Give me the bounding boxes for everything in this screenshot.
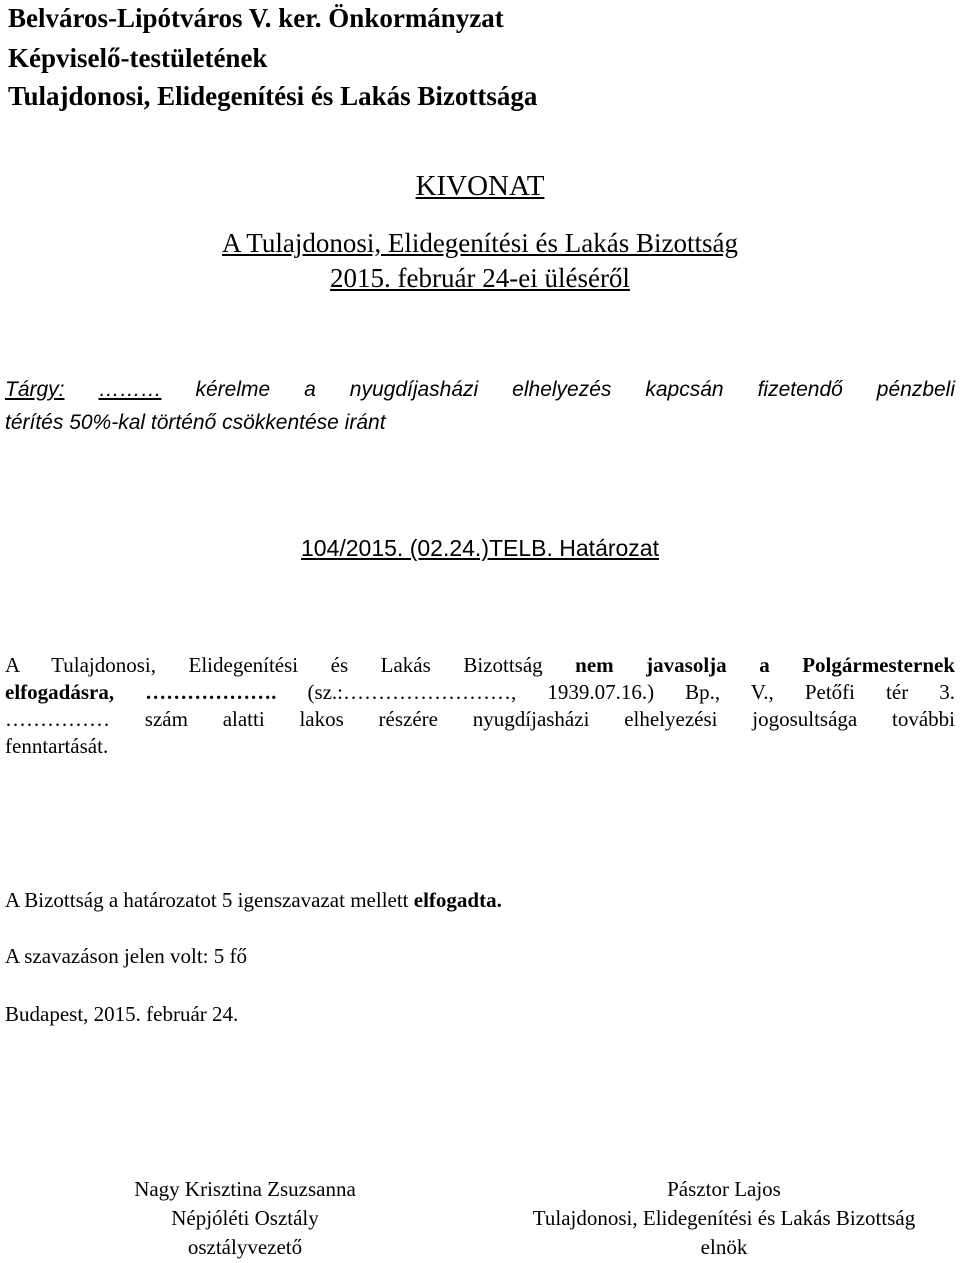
signature-left (90, 1175, 400, 1262)
committee-name: Tulajdonosi, Elidegenítési és Lakás Bizottsága (8, 81, 538, 111)
extract-title: KIVONAT (415, 170, 545, 202)
resolution-number: 104/2015. (02.24.)TELB. Határozat (301, 535, 659, 561)
vote-result-bold: elfogadta. (413, 888, 502, 912)
resolution-line-2-normal: (sz.:……………………, 1939.07.16.) Bp., V., Petőfi tér 3. (276, 680, 955, 704)
subject-line-1 (5, 373, 955, 406)
resolution-line-1 (5, 652, 955, 679)
vote-result-normal: A Bizottság a határozatot 5 igenszavazat mellett (5, 888, 414, 912)
signature-right-role: elnök (700, 1235, 748, 1259)
resolution-body (5, 652, 955, 760)
vote-result (5, 887, 502, 914)
extract-subtitle-committee: A Tulajdonosi, Elidegenítési és Lakás Bizottság (222, 228, 738, 258)
signature-left-name: Nagy Krisztina Zsuzsanna (134, 1177, 356, 1201)
resolution-line-2-bold: elfogadásra, ………………. (5, 680, 277, 704)
resolution-line-4: fenntartását. (5, 734, 109, 758)
resolution-line-1-bold: nem javasolja a Polgármesternek (575, 653, 955, 677)
resolution-line-1-normal: A Tulajdonosi, Elidegenítési és Lakás Bizottság (5, 653, 576, 677)
resolution-line-3: …………… szám alatti lakos részére nyugdíjasházi elhelyezési jogosultsága további (5, 707, 955, 731)
place-date: Budapest, 2015. február 24. (5, 1002, 239, 1026)
signature-left-department: Népjóléti Osztály (171, 1206, 319, 1230)
municipality-name: Belváros-Lipótváros V. ker. Önkormányzat (8, 3, 504, 33)
signature-right (484, 1175, 960, 1262)
vote-present: A szavazáson jelen volt: 5 fő (5, 944, 248, 968)
subject-placeholder-dots: ……… (98, 378, 162, 401)
subject-block (5, 373, 955, 439)
signature-left-role: osztályvezető (187, 1235, 303, 1259)
subject-text-1: kérelme a nyugdíjasházi elhelyezés kapcsán fizetendő pénzbeli (161, 378, 956, 401)
subject-text-2: térítés 50%-kal történő csökkentése iránt (5, 411, 386, 434)
subject-label: Tárgy: (5, 378, 65, 401)
signature-right-department: Tulajdonosi, Elidegenítési és Lakás Bizottság (532, 1206, 916, 1230)
resolution-line-2 (5, 679, 955, 706)
signature-right-name: Pásztor Lajos (667, 1177, 781, 1201)
body-name: Képviselő-testületének (8, 43, 268, 73)
extract-subtitle-date: 2015. február 24-ei üléséről (330, 263, 630, 293)
